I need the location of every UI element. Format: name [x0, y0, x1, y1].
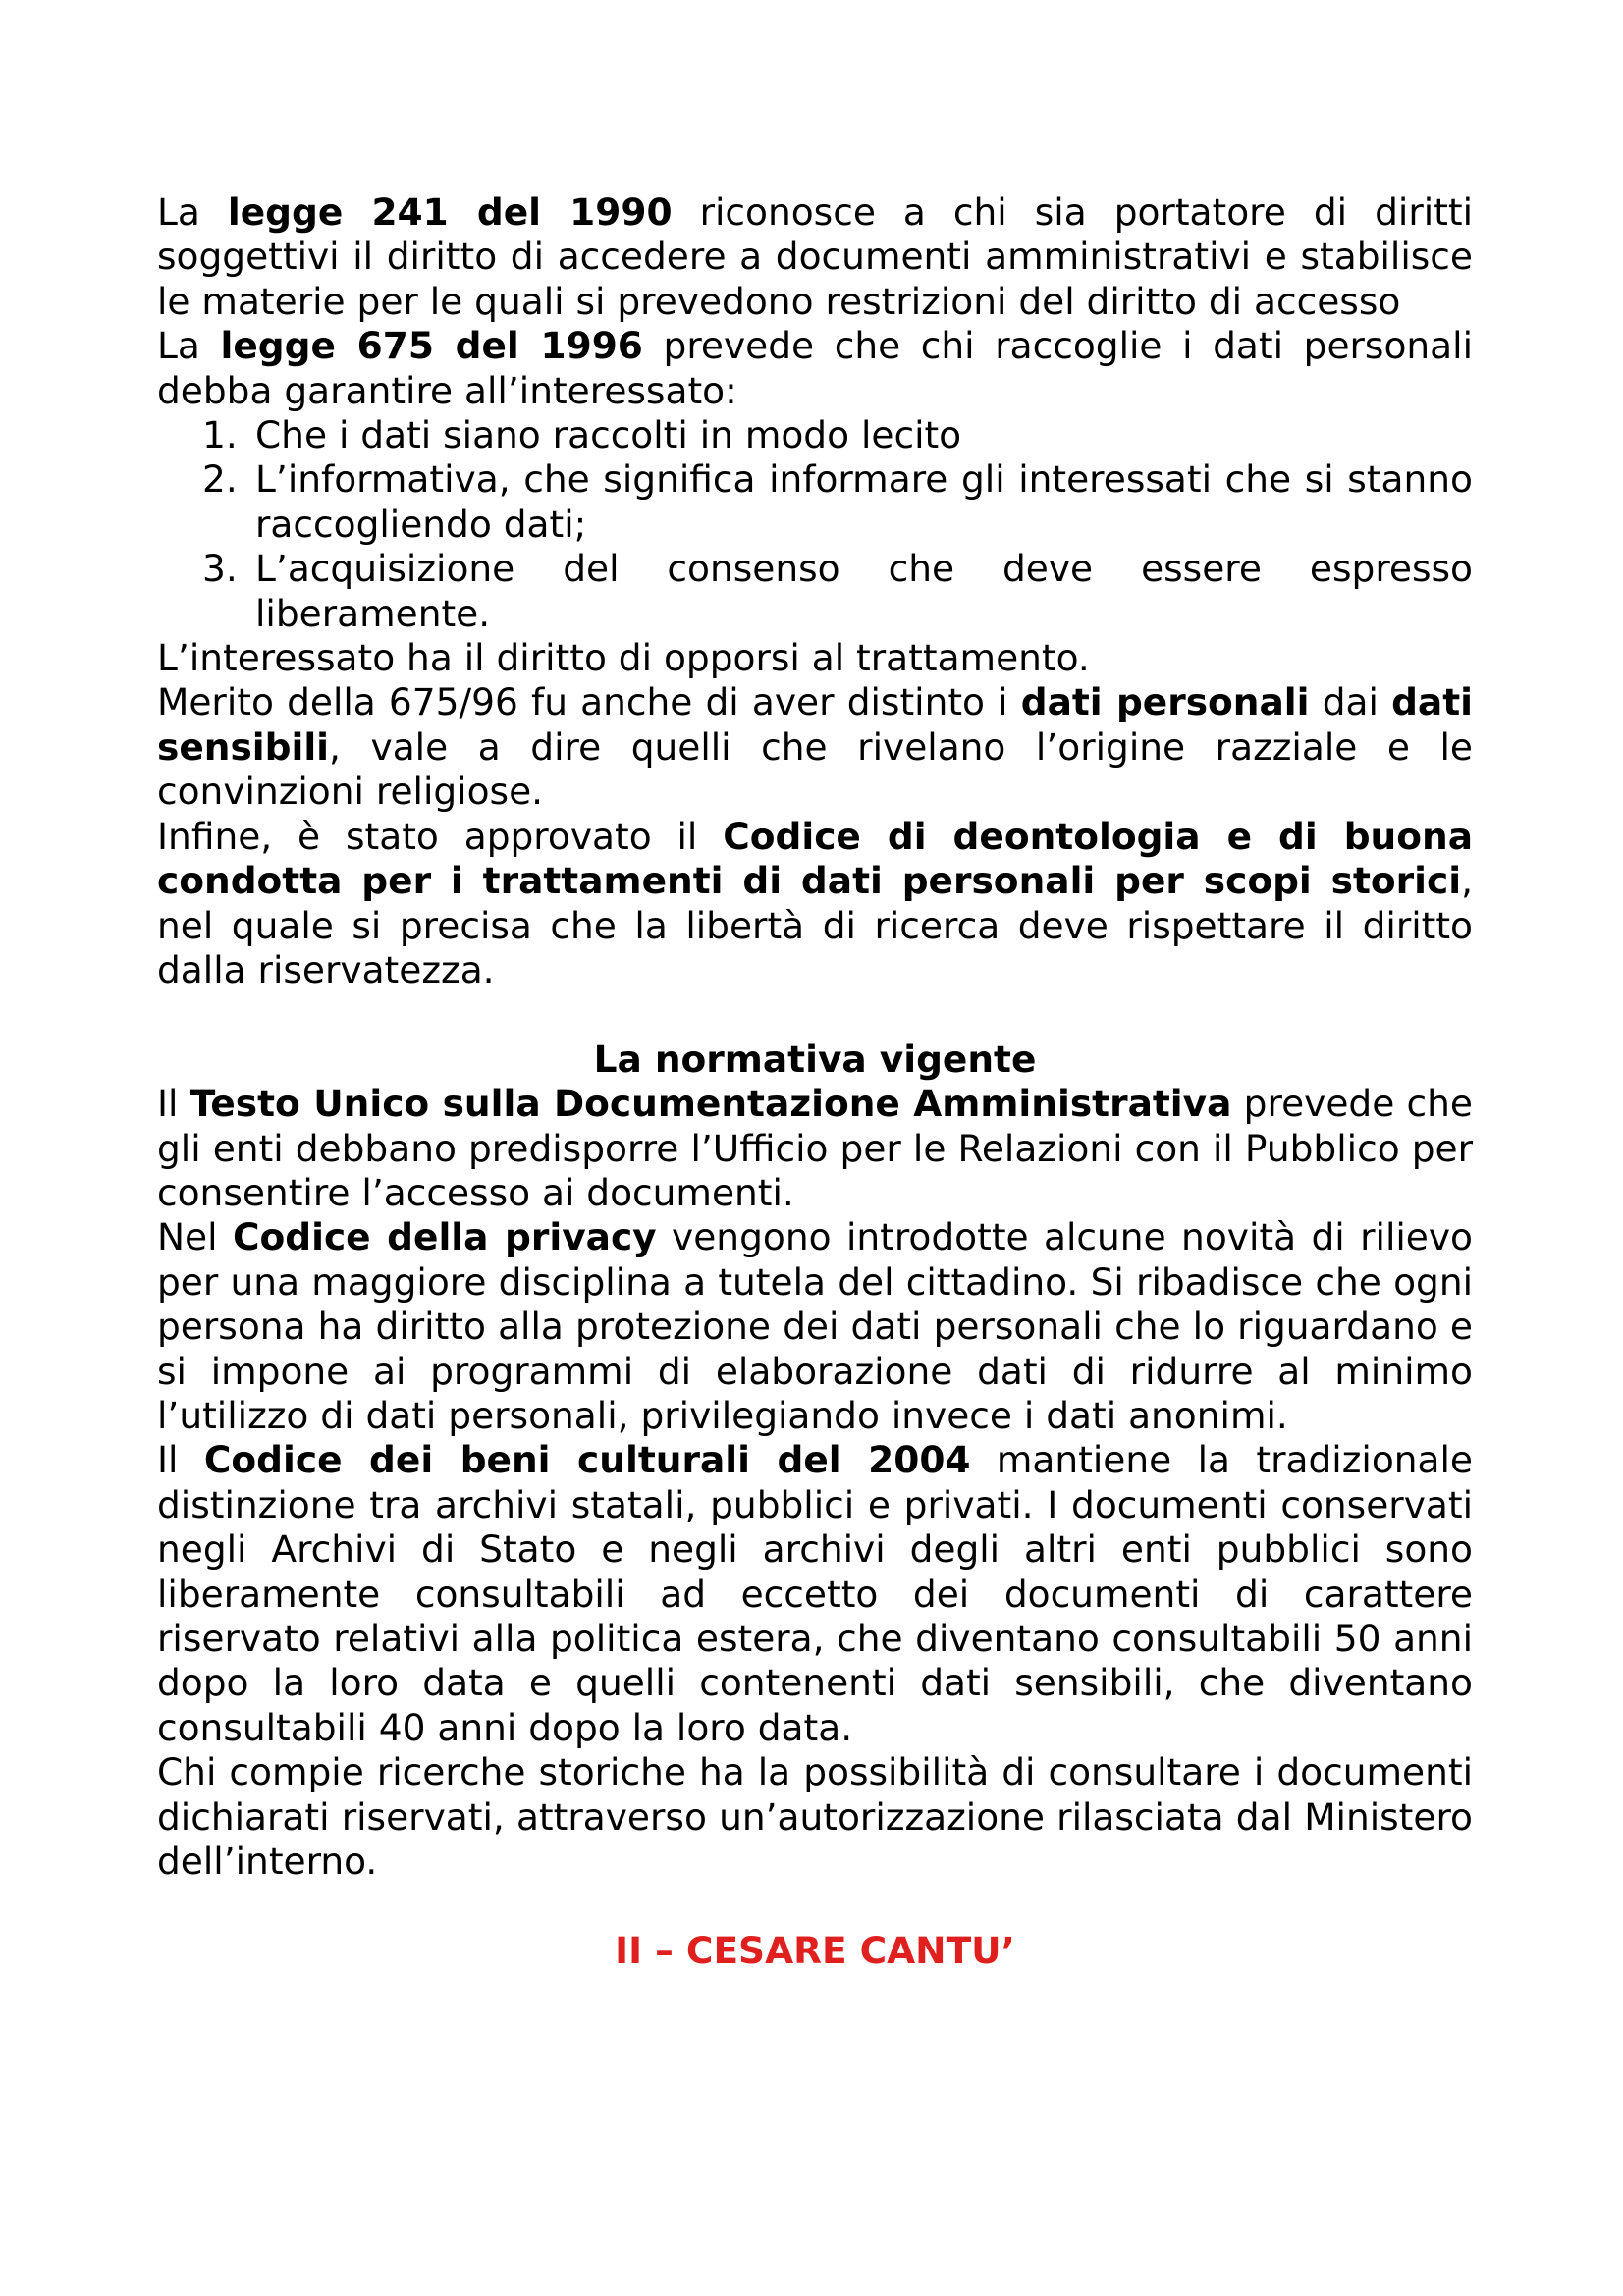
paragraph-legge-675: La legge 675 del 1996 prevede che chi raccoglie i dati personali debba garantire all’interessato: [157, 324, 1473, 412]
list-item: 1. Che i dati siano raccolti in modo lecito [202, 413, 962, 457]
bold-term: legge 241 del 1990 [227, 190, 673, 234]
section-heading: La normativa vigente [593, 1037, 1037, 1081]
bold-term: Testo Unico sulla Documentazione Amministrativa [189, 1082, 1232, 1126]
list-number: 1. [202, 413, 238, 457]
paragraph-beni-culturali: Il Codice dei beni culturali del 2004 mantiene la tradizionale distinzione tra archivi statali, pubblici e privati. I documenti conservati negli Archivi di Stato e negli archivi degli altri enti pubblici sono liberamente consultabili ad eccetto dei documenti di carattere riservato relativi alla politica estera, che diventano consultabili 50 anni dopo la loro data e quelli contenenti dati sensibili, che diventano consultabili 40 anni dopo la loro data. [157, 1438, 1473, 1749]
bold-term: dati sensibili [157, 680, 1473, 769]
blank-line [157, 1884, 1473, 1928]
bold-term: legge 675 del 1996 [220, 324, 643, 368]
list-item: 2. L’informativa, che significa informare gli interessati che si stanno raccogliendo dati; [202, 457, 1473, 546]
paragraph-dati-sensibili: Merito della 675/96 fu anche di aver distinto i dati personali dai dati sensibili, vale a dire quelli che rivelano l’origine razziale e le convinzioni religiose. [157, 680, 1473, 814]
chapter-title: II – CESARE CANTU’ [615, 1928, 1015, 1972]
blank-line [157, 992, 1473, 1037]
paragraph-legge-241: La legge 241 del 1990 riconosce a chi sia portatore di diritti soggettivi il diritto di accedere a documenti amministrativi e stabilisce le materie per le quali si prevedono restrizioni del diritto di accesso [157, 190, 1473, 323]
paragraph-diritto-opporsi: L’interessato ha il diritto di opporsi al trattamento. [157, 636, 1090, 680]
numbered-list [157, 413, 1473, 636]
document-page [157, 190, 1473, 1973]
bold-term: dati personali [1020, 680, 1310, 724]
list-item: 3. L’acquisizione del consenso che deve essere espresso liberamente. [202, 547, 1473, 635]
bold-term: Codice della privacy [232, 1215, 657, 1259]
paragraph-ricerche-storiche: Chi compie ricerche storiche ha la possibilità di consultare i documenti dichiarati riservati, attraverso un’autorizzazione rilasciata dal Ministero dell’interno. [157, 1750, 1473, 1884]
paragraph-codice-deontologia: Infine, è stato approvato il Codice di deontologia e di buona condotta per i trattamenti di dati personali per scopi storici, nel quale si precisa che la libertà di ricerca deve rispettare il diritto dalla riservatezza. [157, 814, 1473, 991]
paragraph-codice-privacy: Nel Codice della privacy vengono introdotte alcune novità di rilievo per una maggiore disciplina a tutela del cittadino. Si ribadisce che ogni persona ha diritto alla protezione dei dati personali che lo riguardano e si impone ai programmi di elaborazione dati di ridurre al minimo l’utilizzo di dati personali, privilegiando invece i dati anonimi. [157, 1215, 1473, 1437]
bold-term: Codice dei beni culturali del 2004 [203, 1438, 971, 1482]
list-number: 2. [202, 457, 238, 502]
bold-term: Codice di deontologia e di buona condotta per i trattamenti di dati personali per scopi storici [157, 814, 1473, 903]
paragraph-testo-unico: Il Testo Unico sulla Documentazione Amministrativa prevede che gli enti debbano predisporre l’Ufficio per le Relazioni con il Pubblico per consentire l’accesso ai documenti. [157, 1082, 1474, 1214]
list-number: 3. [202, 547, 238, 591]
